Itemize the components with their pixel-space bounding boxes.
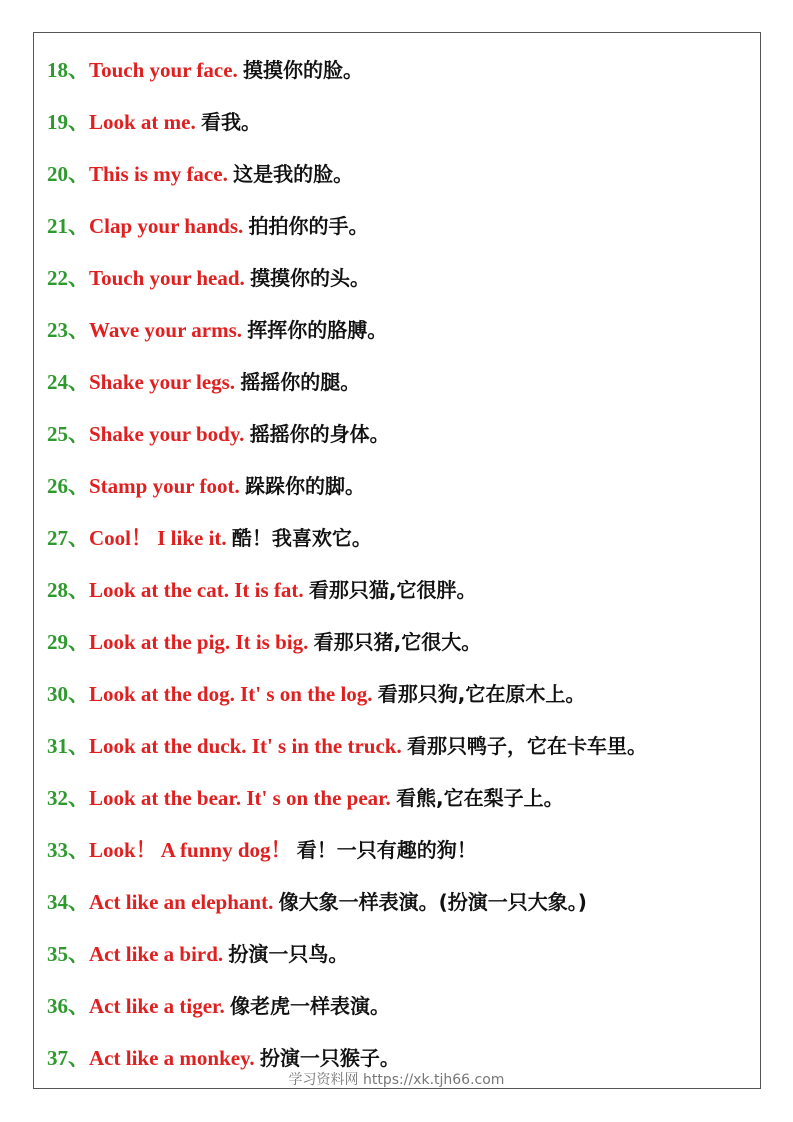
list-item xyxy=(47,832,762,884)
item-number: 20、 xyxy=(47,162,89,186)
item-number: 18、 xyxy=(47,58,89,82)
list-item xyxy=(47,312,762,364)
item-number: 33、 xyxy=(47,838,89,862)
item-number: 35、 xyxy=(47,942,89,966)
chinese-translation: 挥挥你的胳膊。 xyxy=(247,318,388,342)
english-phrase: This is my face. xyxy=(89,162,228,186)
item-number: 19、 xyxy=(47,110,89,134)
chinese-translation: 看熊,它在梨子上。 xyxy=(396,786,564,810)
english-phrase: Touch your face. xyxy=(89,58,238,82)
list-item xyxy=(47,884,762,936)
chinese-translation: 像老虎一样表演。 xyxy=(229,994,390,1018)
english-phrase: Cool！ I like it. xyxy=(89,526,227,550)
chinese-translation: 摸摸你的头。 xyxy=(250,266,371,290)
chinese-translation: 扮演一只鸟。 xyxy=(228,942,349,966)
item-number: 29、 xyxy=(47,630,89,654)
chinese-translation: 酷！我喜欢它。 xyxy=(231,526,372,550)
chinese-translation: 看那只鸭子，它在卡车里。 xyxy=(406,734,647,758)
list-item xyxy=(47,52,762,104)
phrase-list xyxy=(47,52,762,1092)
chinese-translation: 这是我的脸。 xyxy=(233,162,354,186)
list-item xyxy=(47,208,762,260)
item-number: 26、 xyxy=(47,474,89,498)
english-phrase: Look！ A funny dog！ xyxy=(89,838,292,862)
english-phrase: Shake your body. xyxy=(89,422,245,446)
chinese-translation: 摇摇你的腿。 xyxy=(240,370,361,394)
list-item xyxy=(47,468,762,520)
chinese-translation: 看那只猪,它很大。 xyxy=(313,630,482,654)
chinese-translation: 看！一只有趣的狗！ xyxy=(296,838,477,862)
chinese-translation: 看那只狗,它在原木上。 xyxy=(377,682,586,706)
item-number: 25、 xyxy=(47,422,89,446)
item-number: 28、 xyxy=(47,578,89,602)
english-phrase: Clap your hands. xyxy=(89,214,244,238)
english-phrase: Act like a tiger. xyxy=(89,994,225,1018)
list-item xyxy=(47,676,762,728)
english-phrase: Act like a bird. xyxy=(89,942,224,966)
item-number: 36、 xyxy=(47,994,89,1018)
chinese-translation: 摸摸你的脸。 xyxy=(243,58,364,82)
chinese-translation: 摇摇你的身体。 xyxy=(249,422,390,446)
item-number: 22、 xyxy=(47,266,89,290)
list-item xyxy=(47,156,762,208)
item-number: 24、 xyxy=(47,370,89,394)
english-phrase: Act like a monkey. xyxy=(89,1046,255,1070)
english-phrase: Look at the pig. It is big. xyxy=(89,630,309,654)
list-item xyxy=(47,520,762,572)
chinese-translation: 像大象一样表演。(扮演一只大象。) xyxy=(278,890,587,914)
english-phrase: Look at the bear. It' s on the pear. xyxy=(89,786,391,810)
item-number: 27、 xyxy=(47,526,89,550)
list-item xyxy=(47,936,762,988)
item-number: 37、 xyxy=(47,1046,89,1070)
english-phrase: Act like an elephant. xyxy=(89,890,274,914)
item-number: 31、 xyxy=(47,734,89,758)
list-item xyxy=(47,104,762,156)
list-item xyxy=(47,624,762,676)
list-item xyxy=(47,364,762,416)
chinese-translation: 扮演一只猴子。 xyxy=(259,1046,400,1070)
english-phrase: Touch your head. xyxy=(89,266,245,290)
item-number: 34、 xyxy=(47,890,89,914)
item-number: 21、 xyxy=(47,214,89,238)
english-phrase: Shake your legs. xyxy=(89,370,236,394)
item-number: 30、 xyxy=(47,682,89,706)
english-phrase: Wave your arms. xyxy=(89,318,243,342)
watermark-footer: 学习资料网 https://xk.tjh66.com xyxy=(288,1072,505,1088)
english-phrase: Look at me. xyxy=(89,110,196,134)
english-phrase: Look at the dog. It' s on the log. xyxy=(89,682,373,706)
list-item xyxy=(47,572,762,624)
english-phrase: Look at the cat. It is fat. xyxy=(89,578,304,602)
list-item xyxy=(47,260,762,312)
list-item xyxy=(47,728,762,780)
list-item xyxy=(47,780,762,832)
list-item xyxy=(47,416,762,468)
english-phrase: Stamp your foot. xyxy=(89,474,240,498)
item-number: 23、 xyxy=(47,318,89,342)
chinese-translation: 看我。 xyxy=(201,110,261,134)
chinese-translation: 跺跺你的脚。 xyxy=(244,474,365,498)
chinese-translation: 拍拍你的手。 xyxy=(248,214,369,238)
list-item xyxy=(47,988,762,1040)
english-phrase: Look at the duck. It' s in the truck. xyxy=(89,734,402,758)
chinese-translation: 看那只猫,它很胖。 xyxy=(308,578,477,602)
item-number: 32、 xyxy=(47,786,89,810)
